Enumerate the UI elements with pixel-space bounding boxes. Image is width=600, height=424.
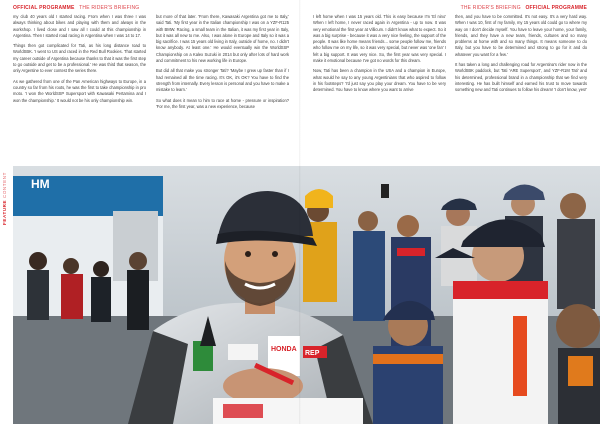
page-header xyxy=(13,5,142,11)
sponsor-badge: REP xyxy=(305,350,320,357)
paragraph: So what does it mean to him to race at home - pressure or inspiration? 'For me, the first year, was a new experience, because xyxy=(156,97,289,109)
paragraph: But did all that make you stronger Tati? 'Maybe I grew up faster than if I had remained all the time racing. It's OK, it's OK? You have to find the strength from internally. Every lesson is personal and you have to make a mistake to learn.' xyxy=(156,68,289,93)
text-column-1 xyxy=(13,14,146,108)
background-sign: HM xyxy=(31,177,50,191)
paragraph: As we gathered from one of the Pan American highways to Europe, in a country so far from his roots, he was the first to take championship in pro moto. 'I won the WorldSSP Supersport with Kawasaki Pertamina and I won the championship.' It would not be his only championship win. xyxy=(13,78,146,103)
text-column-2 xyxy=(156,14,289,114)
paragraph: then, and you have to be committed. It's not easy. It's a very hard way. When I was 10, first of my family, my 15 years old could go to where my way on I don't decide myself. You have to leave your home, your family, friends, and they have a new team, friends, cultures and so many problems at home with and so many things. It means someone to do Italy, but you have to be determined and strong to go for it and do whatever you want for a few.' xyxy=(455,14,587,57)
background-person xyxy=(127,252,149,330)
header-section: OFFICIAL PROGRAMME xyxy=(525,5,587,11)
fan-orange xyxy=(373,301,443,424)
paragraph: but more of that later. 'From there, Kawasaki Argentina got me to Italy,' said Tati. 'My first year in the Italian championship I was on a YZF-R125 with BMW. Racing, a small team in the Italian, it was my first year in Italy, but it was all new to me. Also, I was alone in Europe and Italy so it was a big sacrifice. I was 15 years old living in Italy, outside of home, no. I didn't know anybody. At least one.' He would eventually win the WorldSSP Championship on a Kalex Suzuki in 2014 but only after lots of hard work and commitment to his new working life in Europe. xyxy=(156,14,289,64)
photo-illustration xyxy=(13,166,600,424)
spread-gutter xyxy=(299,0,301,424)
side-tab-sub: CONTENT xyxy=(2,172,7,199)
side-tab xyxy=(2,172,7,225)
sleeve-brand: HONDA xyxy=(271,346,297,353)
page-header xyxy=(458,5,587,11)
text-column-3 xyxy=(313,14,446,98)
feature-photo xyxy=(13,166,600,424)
header-section: OFFICIAL PROGRAMME xyxy=(13,5,75,11)
header-feature: THE RIDER'S BRIEFING xyxy=(460,5,521,11)
side-tab-label: FEATURE xyxy=(2,199,7,225)
header-feature: THE RIDER'S BRIEFING xyxy=(79,5,140,11)
text-column-4 xyxy=(455,14,587,98)
paragraph: my club 40 years old I started racing. From when I was three I was always thinking about bikes and playing with them and always in the workshop. I lived close and I saw all I could at this championship in Argentina. Then I started road racing in Argentina when I was 14 to 17. xyxy=(13,14,146,38)
paragraph: It has taken a long and challenging road for Argentina's rider now in the WorldSBK paddock, but Tati 'ARE Supersport', and YZF-R1M Tati' and his determined, professional brand in a championship that we find very interesting. He has built himself and earned his trust to move towards something new and Tati continues to follow his dream! 'I don't know, yes!' xyxy=(455,62,587,93)
paragraph: Now, Tati has been a champion in the USA and a champion in Europe, what would he say to any young Argentinians that who aspired to follow in his footsteps? 'I'd just say you play your dream. You have to be very determined. You have to know where you want to arrive xyxy=(313,68,446,93)
paragraph: Things then got complicated for Tati, as his long distance road to WorldSBK. 'I went to US and raced in the Red Bull Rookies. That started my career outside of Argentina because thanks to that it was the first step to go outside and get to be a professional.' He was third that season, the only Argentine to ever contest the series there. xyxy=(13,43,146,74)
paragraph: I left home when I was 15 years old. This is easy because I'm 'El nino' When I left home, I never raced again in Argentina - up to now. It was very emotional the first year at Villicum. I didn't know what to expect. So it was a big surprise - because it was a very nice feeling, the support of the people. It was like home means friends... some people follow me, friends who follow me on my life, so it was very special, but never was 'one fan' I felt a big support. It was very nice. So, the first year was very special. I make it emotional because I've got no words for this dream. xyxy=(313,14,446,64)
